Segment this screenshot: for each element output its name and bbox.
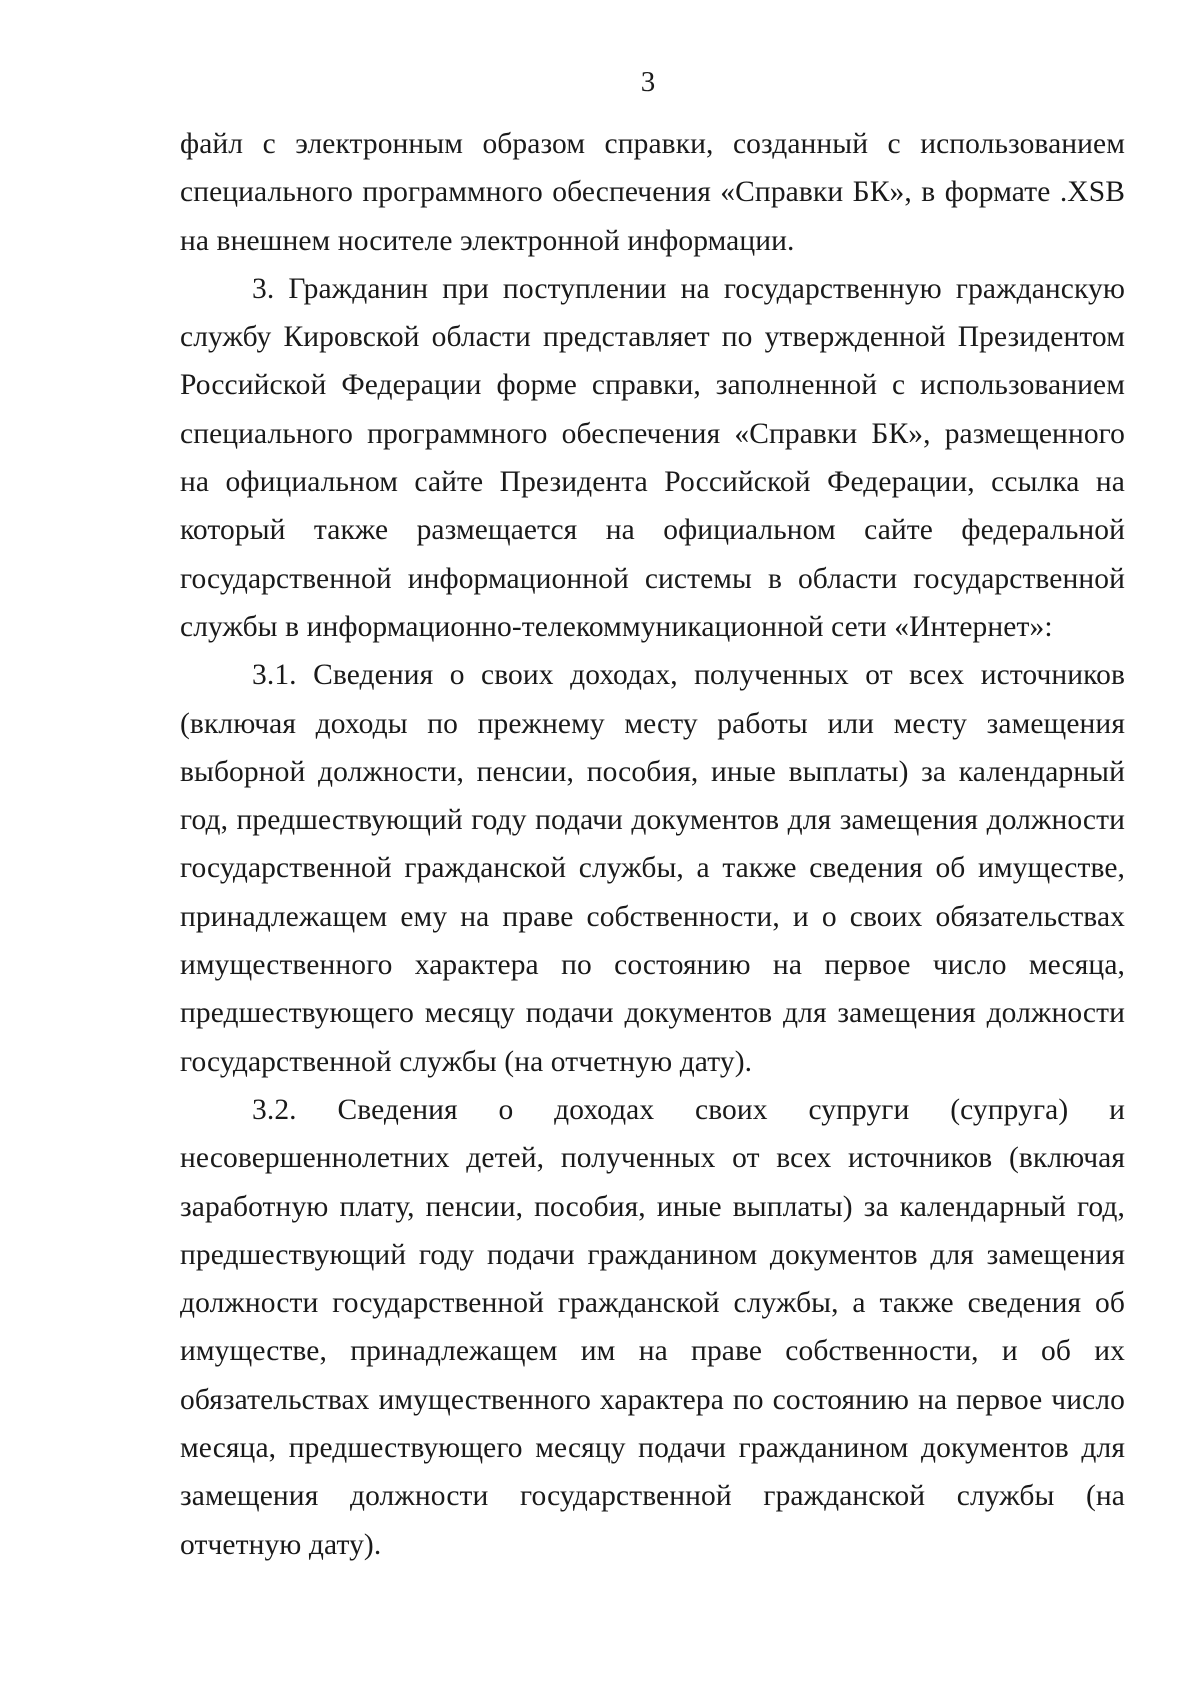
page-number: 3 [640, 66, 656, 98]
paragraph-item-3: 3. Гражданин при поступлении на государственную гражданскую службу Кировской области представляет по утвержденной Президентом Российской Федерации форме справки, заполненной с использованием специального программного обеспечения «Справки БК», размещенного на официальном сайте Президента Российской Федерации, ссылка на который также размещается на официальном сайте федеральной государственной информационной системы в области государственной службы в информационно-телекоммуникационной сети «Интернет»: [180, 272, 1125, 643]
paragraph-item-3-2: 3.2. Сведения о доходах своих супруги (супруга) и несовершеннолетних детей, полученных от всех источников (включая заработную плату, пенсии, пособия, иные выплаты) за календарный год, предшествующий году подачи гражданином документов для замещения должности государственной гражданской службы, а также сведения об имуществе, принадлежащем им на праве собственности, и об их обязательствах имущественного характера по состоянию на первое число месяца, предшествующего месяцу подачи гражданином документов для замещения должности государственной гражданской службы (на отчетную дату). [180, 1093, 1125, 1561]
paragraph-item-3-1: 3.1. Сведения о своих доходах, полученных от всех источников (включая доходы по прежнему месту работы или месту замещения выборной должности, пенсии, пособия, иные выплаты) за календарный год, предшествующий году подачи документов для замещения должности государственной гражданской службы, а также сведения об имуществе, принадлежащем ему на праве собственности, и о своих обязательствах имущественного характера по состоянию на первое число месяца, предшествующего месяцу подачи документов для замещения должности государственной службы (на отчетную дату). [180, 659, 1125, 1078]
paragraph-continuation: файл с электронным образом справки, созданный с использованием специального программного обеспечения «Справки БК», в формате .XSB на внешнем носителе электронной информации. [180, 128, 1125, 257]
document-body [180, 120, 1125, 1569]
